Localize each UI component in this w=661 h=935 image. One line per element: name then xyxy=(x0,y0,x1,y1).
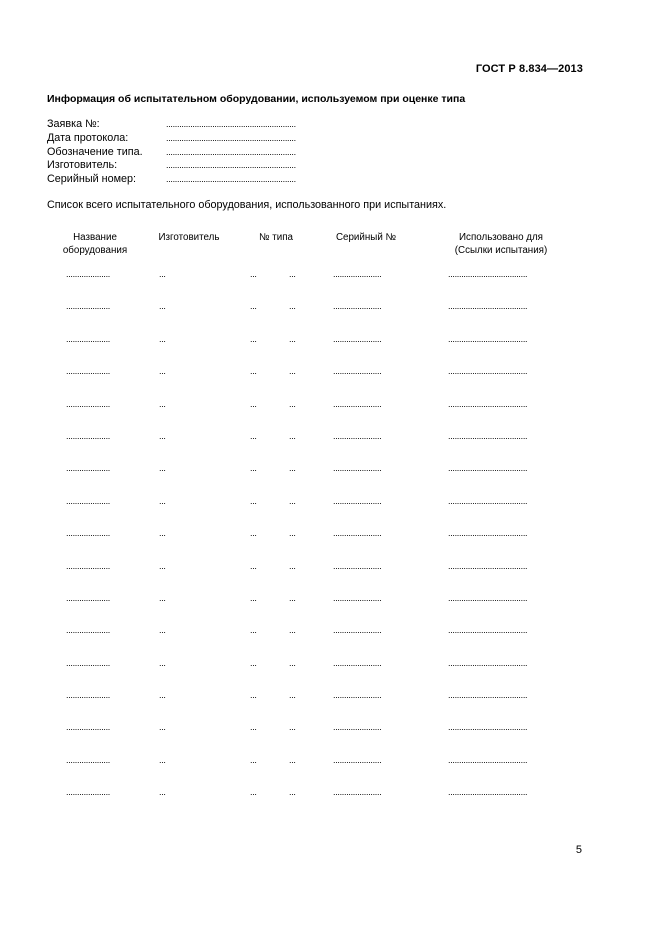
cell-type-number-extra: ... xyxy=(289,430,296,441)
column-header-manufacturer: Изготовитель xyxy=(158,232,220,243)
cell-equipment-name: .................... xyxy=(66,592,111,603)
cell-serial-number: ...................... xyxy=(333,495,382,506)
cell-manufacturer: ... xyxy=(159,722,166,733)
cell-equipment-name: .................... xyxy=(66,333,111,344)
cell-manufacturer: ... xyxy=(159,495,166,506)
cell-type-number: ... xyxy=(250,333,257,344)
cell-equipment-name: .................... xyxy=(66,657,111,668)
cell-type-number-extra: ... xyxy=(289,657,296,668)
cell-manufacturer: ... xyxy=(159,560,166,571)
cell-type-number-extra: ... xyxy=(289,463,296,474)
cell-manufacturer: ... xyxy=(159,333,166,344)
table-row xyxy=(0,269,661,301)
table-row xyxy=(0,625,661,657)
cell-type-number: ... xyxy=(250,754,257,765)
cell-type-number-extra: ... xyxy=(289,333,296,344)
info-value: ........................................................... xyxy=(166,119,296,129)
cell-type-number: ... xyxy=(250,657,257,668)
cell-type-number: ... xyxy=(250,560,257,571)
table-row xyxy=(0,593,661,625)
cell-serial-number: ...................... xyxy=(333,722,382,733)
cell-equipment-name: .................... xyxy=(66,625,111,636)
cell-manufacturer: ... xyxy=(159,592,166,603)
cell-type-number-extra: ... xyxy=(289,787,296,798)
page-number: 5 xyxy=(575,844,582,856)
table-row xyxy=(0,366,661,398)
cell-type-number: ... xyxy=(250,787,257,798)
info-value: ........................................................... xyxy=(166,146,296,157)
info-value: ........................................................... xyxy=(166,174,296,185)
cell-equipment-name: .................... xyxy=(66,366,111,377)
cell-manufacturer: ... xyxy=(159,301,166,312)
cell-manufacturer: ... xyxy=(159,366,166,377)
cell-equipment-name: .................... xyxy=(66,722,111,733)
cell-serial-number: ...................... xyxy=(333,463,382,474)
cell-type-number: ... xyxy=(250,366,257,377)
info-label: Серийный номер: xyxy=(47,173,137,186)
cell-type-number-extra: ... xyxy=(289,398,296,409)
cell-manufacturer: ... xyxy=(159,463,166,474)
cell-serial-number: ...................... xyxy=(333,787,382,798)
cell-used-for: .................................... xyxy=(448,754,528,765)
cell-used-for: .................................... xyxy=(448,657,528,668)
cell-serial-number: ...................... xyxy=(333,690,382,701)
cell-equipment-name: .................... xyxy=(66,398,111,409)
info-value: ........................................................... xyxy=(166,132,296,143)
column-header-name: Название оборудования xyxy=(62,232,128,256)
cell-equipment-name: .................... xyxy=(66,690,111,701)
cell-used-for: .................................... xyxy=(448,528,528,539)
standard-number: ГОСТ Р 8.834—2013 xyxy=(475,63,583,75)
cell-type-number-extra: ... xyxy=(289,722,296,733)
table-row xyxy=(0,787,661,819)
cell-type-number-extra: ... xyxy=(289,592,296,603)
table-row xyxy=(0,301,661,333)
column-header-serial-number: Серийный № xyxy=(335,232,397,243)
equipment-list-intro: Список всего испытательного оборудования, использованного при испытаниях. xyxy=(47,199,447,211)
cell-serial-number: ...................... xyxy=(333,528,382,539)
cell-type-number: ... xyxy=(250,301,257,312)
cell-type-number: ... xyxy=(250,463,257,474)
cell-serial-number: ...................... xyxy=(333,398,382,409)
table-row xyxy=(0,334,661,366)
cell-manufacturer: ... xyxy=(159,398,166,409)
cell-equipment-name: .................... xyxy=(66,560,111,571)
table-row xyxy=(0,463,661,495)
cell-manufacturer: ... xyxy=(159,625,166,636)
cell-serial-number: ...................... xyxy=(333,560,382,571)
cell-used-for: .................................... xyxy=(448,430,528,441)
cell-serial-number: ...................... xyxy=(333,754,382,765)
cell-equipment-name: .................... xyxy=(66,754,111,765)
cell-type-number-extra: ... xyxy=(289,301,296,312)
cell-used-for: .................................... xyxy=(448,333,528,344)
application-info-block xyxy=(47,118,350,187)
cell-type-number-extra: ... xyxy=(289,690,296,701)
cell-used-for: .................................... xyxy=(448,495,528,506)
cell-serial-number: ...................... xyxy=(333,333,382,344)
cell-used-for: .................................... xyxy=(448,690,528,701)
cell-type-number: ... xyxy=(250,398,257,409)
info-row-protocol-date xyxy=(47,132,350,146)
cell-type-number: ... xyxy=(250,592,257,603)
table-row xyxy=(0,561,661,593)
info-label: Дата протокола: xyxy=(47,131,129,144)
cell-serial-number: ...................... xyxy=(333,430,382,441)
cell-manufacturer: ... xyxy=(159,690,166,701)
cell-manufacturer: ... xyxy=(159,430,166,441)
info-row-manufacturer xyxy=(47,159,350,173)
cell-type-number: ... xyxy=(250,430,257,441)
cell-serial-number: ...................... xyxy=(333,657,382,668)
page-heading: Информация об испытательном оборудовании, используемом при оценке типа xyxy=(47,93,466,105)
cell-type-number: ... xyxy=(250,625,257,636)
cell-used-for: .................................... xyxy=(448,787,528,798)
cell-type-number: ... xyxy=(250,528,257,539)
cell-type-number-extra: ... xyxy=(289,495,296,506)
cell-manufacturer: ... xyxy=(159,269,166,279)
cell-serial-number: ...................... xyxy=(333,592,382,603)
cell-used-for: .................................... xyxy=(448,722,528,733)
table-row xyxy=(0,658,661,690)
column-header-used-for: Использовано для (Ссылки испытания) xyxy=(454,232,548,256)
table-row xyxy=(0,528,661,560)
cell-type-number-extra: ... xyxy=(289,560,296,571)
table-row xyxy=(0,399,661,431)
info-value: ........................................................... xyxy=(166,160,296,171)
cell-type-number-extra: ... xyxy=(289,269,296,279)
cell-manufacturer: ... xyxy=(159,657,166,668)
table-row xyxy=(0,496,661,528)
info-label: Обозначение типа. xyxy=(47,145,143,158)
info-row-type-designation xyxy=(47,146,350,160)
cell-type-number-extra: ... xyxy=(289,366,296,377)
column-header-type-number: № типа xyxy=(259,232,293,243)
cell-equipment-name: .................... xyxy=(66,787,111,798)
cell-manufacturer: ... xyxy=(159,754,166,765)
cell-serial-number: ...................... xyxy=(333,301,382,312)
cell-used-for: .................................... xyxy=(448,301,528,312)
cell-manufacturer: ... xyxy=(159,787,166,798)
cell-used-for: .................................... xyxy=(448,366,528,377)
cell-used-for: .................................... xyxy=(448,625,528,636)
cell-type-number: ... xyxy=(250,495,257,506)
cell-used-for: .................................... xyxy=(448,269,528,279)
cell-type-number-extra: ... xyxy=(289,625,296,636)
cell-manufacturer: ... xyxy=(159,528,166,539)
cell-serial-number: ...................... xyxy=(333,366,382,377)
cell-type-number-extra: ... xyxy=(289,528,296,539)
cell-used-for: .................................... xyxy=(448,463,528,474)
cell-type-number-extra: ... xyxy=(289,754,296,765)
cell-used-for: .................................... xyxy=(448,592,528,603)
cell-equipment-name: .................... xyxy=(66,495,111,506)
cell-used-for: .................................... xyxy=(448,398,528,409)
cell-serial-number: ...................... xyxy=(333,625,382,636)
info-row-application-no xyxy=(47,118,350,132)
equipment-table-body xyxy=(0,269,661,820)
info-label: Заявка №: xyxy=(47,118,100,130)
cell-type-number: ... xyxy=(250,722,257,733)
info-row-serial-number xyxy=(47,173,350,187)
cell-equipment-name: .................... xyxy=(66,301,111,312)
cell-equipment-name: .................... xyxy=(66,430,111,441)
cell-serial-number: ...................... xyxy=(333,269,382,279)
info-label: Изготовитель: xyxy=(47,159,118,172)
table-row xyxy=(0,722,661,754)
cell-type-number: ... xyxy=(250,269,257,279)
table-row xyxy=(0,755,661,787)
cell-type-number: ... xyxy=(250,690,257,701)
cell-equipment-name: .................... xyxy=(66,528,111,539)
cell-equipment-name: .................... xyxy=(66,463,111,474)
cell-equipment-name: .................... xyxy=(66,269,111,279)
table-row xyxy=(0,690,661,722)
table-row xyxy=(0,431,661,463)
cell-used-for: .................................... xyxy=(448,560,528,571)
